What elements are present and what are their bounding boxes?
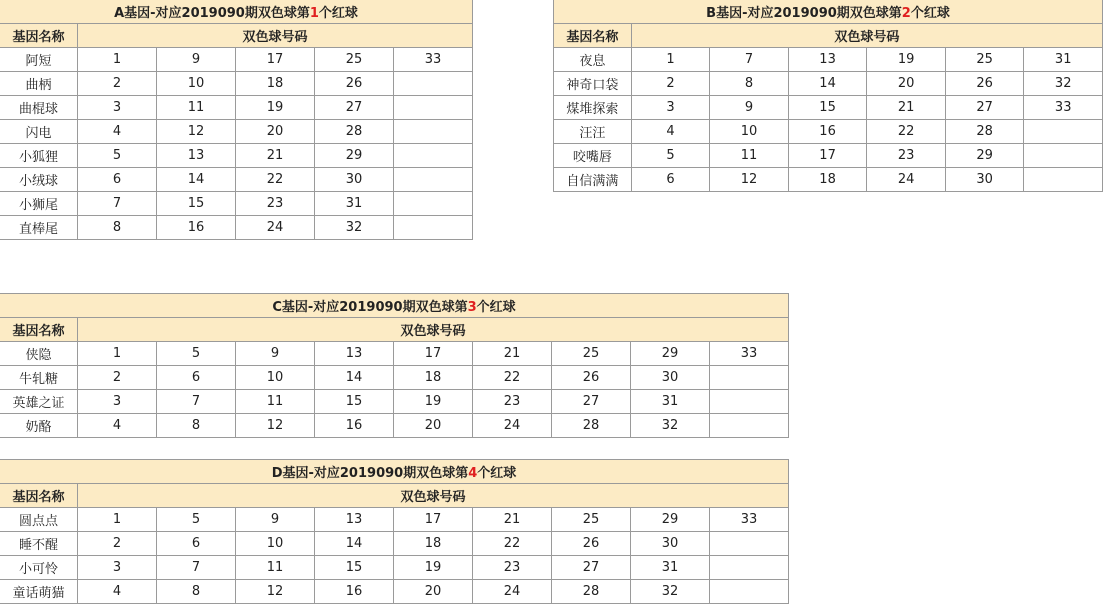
- number-cell: [394, 216, 473, 240]
- number-cell: [1024, 120, 1103, 144]
- number-cell: 10: [710, 120, 789, 144]
- gene-name-cell: 曲柄: [0, 72, 78, 96]
- number-cell: 29: [945, 144, 1024, 168]
- number-cell: 7: [78, 192, 157, 216]
- number-cell: 24: [236, 216, 315, 240]
- number-cell: [1024, 168, 1103, 192]
- gene-name-cell: 圆点点: [0, 508, 78, 532]
- number-cell: 28: [315, 120, 394, 144]
- number-cell: 18: [394, 366, 473, 390]
- number-cell: [394, 144, 473, 168]
- table-row: [0, 366, 789, 390]
- number-cell: 29: [315, 144, 394, 168]
- number-cell: 13: [157, 144, 236, 168]
- number-cell: 27: [552, 556, 631, 580]
- number-cell: 33: [394, 48, 473, 72]
- number-cell: 33: [1024, 96, 1103, 120]
- number-cell: 30: [315, 168, 394, 192]
- number-cell: 17: [788, 144, 867, 168]
- number-cell: 20: [394, 580, 473, 604]
- table-row: [554, 120, 1103, 144]
- gene-name-cell: 汪汪: [554, 120, 632, 144]
- number-cell: [710, 366, 789, 390]
- number-cell: 12: [236, 414, 315, 438]
- table-row: [0, 580, 789, 604]
- number-cell: 1: [78, 342, 157, 366]
- number-cell: 26: [945, 72, 1024, 96]
- number-cell: 7: [157, 390, 236, 414]
- gene-name-cell: 小可怜: [0, 556, 78, 580]
- number-cell: 11: [236, 556, 315, 580]
- table-row: [0, 48, 473, 72]
- table-row: [554, 72, 1103, 96]
- number-cell: 31: [631, 556, 710, 580]
- number-cell: 14: [315, 532, 394, 556]
- number-cell: 12: [710, 168, 789, 192]
- number-cell: 15: [788, 96, 867, 120]
- number-cell: 33: [710, 508, 789, 532]
- number-cell: 3: [631, 96, 709, 120]
- number-cell: 5: [157, 508, 236, 532]
- number-cell: 20: [867, 72, 946, 96]
- table-row: [0, 216, 473, 240]
- number-cell: 8: [157, 414, 236, 438]
- number-cell: 5: [157, 342, 236, 366]
- table-row: [0, 192, 473, 216]
- gene-name-cell: 曲棍球: [0, 96, 78, 120]
- gene-name-cell: 自信满满: [554, 168, 632, 192]
- gene-table-d: [0, 459, 789, 604]
- column-header-gene-name: 基因名称: [0, 484, 78, 508]
- table-row: [554, 168, 1103, 192]
- number-cell: 11: [710, 144, 789, 168]
- number-cell: 21: [473, 342, 552, 366]
- number-cell: 23: [473, 390, 552, 414]
- number-cell: 3: [78, 556, 157, 580]
- column-header-numbers: 双色球号码: [78, 318, 789, 342]
- number-cell: [710, 390, 789, 414]
- number-cell: 9: [157, 48, 236, 72]
- number-cell: 2: [78, 366, 157, 390]
- number-cell: 33: [710, 342, 789, 366]
- number-cell: 4: [78, 580, 157, 604]
- gene-table-a: [0, 0, 473, 240]
- gene-name-cell: 夜息: [554, 48, 632, 72]
- number-cell: 10: [157, 72, 236, 96]
- number-cell: 2: [78, 72, 157, 96]
- number-cell: 32: [631, 414, 710, 438]
- number-cell: 14: [315, 366, 394, 390]
- table-row: [0, 72, 473, 96]
- number-cell: 4: [631, 120, 709, 144]
- number-cell: 7: [157, 556, 236, 580]
- number-cell: 5: [631, 144, 709, 168]
- number-cell: 2: [78, 532, 157, 556]
- number-cell: 12: [157, 120, 236, 144]
- number-cell: 18: [788, 168, 867, 192]
- number-cell: 30: [631, 532, 710, 556]
- table-row: [0, 508, 789, 532]
- number-cell: [710, 532, 789, 556]
- table-title: A基因-对应2019090期双色球第1个红球: [0, 0, 473, 24]
- gene-name-cell: 英雄之证: [0, 390, 78, 414]
- number-cell: 6: [157, 366, 236, 390]
- number-cell: [394, 96, 473, 120]
- gene-name-cell: 小狐狸: [0, 144, 78, 168]
- number-cell: 15: [157, 192, 236, 216]
- number-cell: 28: [945, 120, 1024, 144]
- number-cell: [394, 72, 473, 96]
- number-cell: 3: [78, 96, 157, 120]
- table-title: C基因-对应2019090期双色球第3个红球: [0, 294, 789, 318]
- number-cell: 10: [236, 532, 315, 556]
- number-cell: 25: [552, 508, 631, 532]
- number-cell: [710, 414, 789, 438]
- number-cell: 22: [473, 366, 552, 390]
- gene-name-cell: 奶酪: [0, 414, 78, 438]
- number-cell: 29: [631, 508, 710, 532]
- number-cell: 14: [788, 72, 867, 96]
- number-cell: 21: [236, 144, 315, 168]
- number-cell: 32: [315, 216, 394, 240]
- table-title: B基因-对应2019090期双色球第2个红球: [554, 0, 1103, 24]
- number-cell: 17: [236, 48, 315, 72]
- number-cell: 9: [236, 342, 315, 366]
- gene-name-cell: 神奇口袋: [554, 72, 632, 96]
- number-cell: 15: [315, 556, 394, 580]
- number-cell: 8: [157, 580, 236, 604]
- number-cell: 22: [473, 532, 552, 556]
- number-cell: 31: [631, 390, 710, 414]
- number-cell: 3: [78, 390, 157, 414]
- number-cell: 32: [1024, 72, 1103, 96]
- number-cell: 16: [157, 216, 236, 240]
- table-row: [0, 144, 473, 168]
- number-cell: 19: [394, 556, 473, 580]
- table-row: [0, 532, 789, 556]
- number-cell: 13: [788, 48, 867, 72]
- number-cell: 25: [315, 48, 394, 72]
- gene-name-cell: 睡不醒: [0, 532, 78, 556]
- number-cell: 30: [945, 168, 1024, 192]
- number-cell: 31: [1024, 48, 1103, 72]
- table-row: [0, 96, 473, 120]
- gene-name-cell: 侠隐: [0, 342, 78, 366]
- number-cell: 18: [394, 532, 473, 556]
- number-cell: 26: [315, 72, 394, 96]
- number-cell: [1024, 144, 1103, 168]
- number-cell: 6: [78, 168, 157, 192]
- table-row: [0, 168, 473, 192]
- number-cell: 25: [945, 48, 1024, 72]
- number-cell: 30: [631, 366, 710, 390]
- number-cell: 17: [394, 508, 473, 532]
- number-cell: 8: [710, 72, 789, 96]
- number-cell: 17: [394, 342, 473, 366]
- number-cell: 24: [473, 414, 552, 438]
- number-cell: 23: [236, 192, 315, 216]
- number-cell: 28: [552, 580, 631, 604]
- number-cell: 16: [788, 120, 867, 144]
- number-cell: 6: [631, 168, 709, 192]
- table-title: D基因-对应2019090期双色球第4个红球: [0, 460, 789, 484]
- gene-name-cell: 牛轧糖: [0, 366, 78, 390]
- gene-table-b: [553, 0, 1103, 192]
- number-cell: 29: [631, 342, 710, 366]
- gene-table-c: [0, 293, 789, 438]
- number-cell: 26: [552, 366, 631, 390]
- number-cell: 11: [236, 390, 315, 414]
- number-cell: 1: [631, 48, 709, 72]
- number-cell: 24: [867, 168, 946, 192]
- number-cell: 11: [157, 96, 236, 120]
- table-row: [0, 390, 789, 414]
- gene-name-cell: 直棒尾: [0, 216, 78, 240]
- gene-name-cell: 小狮尾: [0, 192, 78, 216]
- column-header-numbers: 双色球号码: [78, 24, 473, 48]
- number-cell: 13: [315, 342, 394, 366]
- number-cell: 18: [236, 72, 315, 96]
- number-cell: 27: [945, 96, 1024, 120]
- gene-name-cell: 小绒球: [0, 168, 78, 192]
- table-row: [554, 96, 1103, 120]
- number-cell: 1: [78, 508, 157, 532]
- gene-name-cell: 咬嘴唇: [554, 144, 632, 168]
- table-row: [0, 342, 789, 366]
- column-header-gene-name: 基因名称: [0, 24, 78, 48]
- gene-name-cell: 煤堆探索: [554, 96, 632, 120]
- number-cell: 20: [394, 414, 473, 438]
- number-cell: 32: [631, 580, 710, 604]
- number-cell: 28: [552, 414, 631, 438]
- column-header-gene-name: 基因名称: [0, 318, 78, 342]
- number-cell: 19: [236, 96, 315, 120]
- number-cell: 9: [236, 508, 315, 532]
- number-cell: 6: [157, 532, 236, 556]
- number-cell: 26: [552, 532, 631, 556]
- number-cell: 12: [236, 580, 315, 604]
- number-cell: 16: [315, 414, 394, 438]
- table-row: [0, 414, 789, 438]
- number-cell: 23: [867, 144, 946, 168]
- gene-name-cell: 闪电: [0, 120, 78, 144]
- number-cell: 25: [552, 342, 631, 366]
- number-cell: [394, 192, 473, 216]
- number-cell: 27: [552, 390, 631, 414]
- table-row: [0, 120, 473, 144]
- number-cell: 15: [315, 390, 394, 414]
- number-cell: 21: [473, 508, 552, 532]
- number-cell: 2: [631, 72, 709, 96]
- number-cell: 27: [315, 96, 394, 120]
- number-cell: 13: [315, 508, 394, 532]
- column-header-gene-name: 基因名称: [554, 24, 632, 48]
- gene-name-cell: 阿短: [0, 48, 78, 72]
- table-row: [554, 144, 1103, 168]
- number-cell: 21: [867, 96, 946, 120]
- number-cell: 23: [473, 556, 552, 580]
- number-cell: 19: [394, 390, 473, 414]
- number-cell: 4: [78, 414, 157, 438]
- number-cell: 9: [710, 96, 789, 120]
- number-cell: 31: [315, 192, 394, 216]
- number-cell: 22: [867, 120, 946, 144]
- column-header-numbers: 双色球号码: [631, 24, 1102, 48]
- number-cell: 14: [157, 168, 236, 192]
- number-cell: 4: [78, 120, 157, 144]
- table-row: [554, 48, 1103, 72]
- column-header-numbers: 双色球号码: [78, 484, 789, 508]
- number-cell: 1: [78, 48, 157, 72]
- number-cell: 16: [315, 580, 394, 604]
- number-cell: [710, 556, 789, 580]
- number-cell: 7: [710, 48, 789, 72]
- number-cell: 22: [236, 168, 315, 192]
- number-cell: 10: [236, 366, 315, 390]
- number-cell: 19: [867, 48, 946, 72]
- gene-name-cell: 童话萌猫: [0, 580, 78, 604]
- table-row: [0, 556, 789, 580]
- number-cell: [394, 120, 473, 144]
- number-cell: [710, 580, 789, 604]
- number-cell: 20: [236, 120, 315, 144]
- number-cell: [394, 168, 473, 192]
- number-cell: 8: [78, 216, 157, 240]
- number-cell: 24: [473, 580, 552, 604]
- number-cell: 5: [78, 144, 157, 168]
